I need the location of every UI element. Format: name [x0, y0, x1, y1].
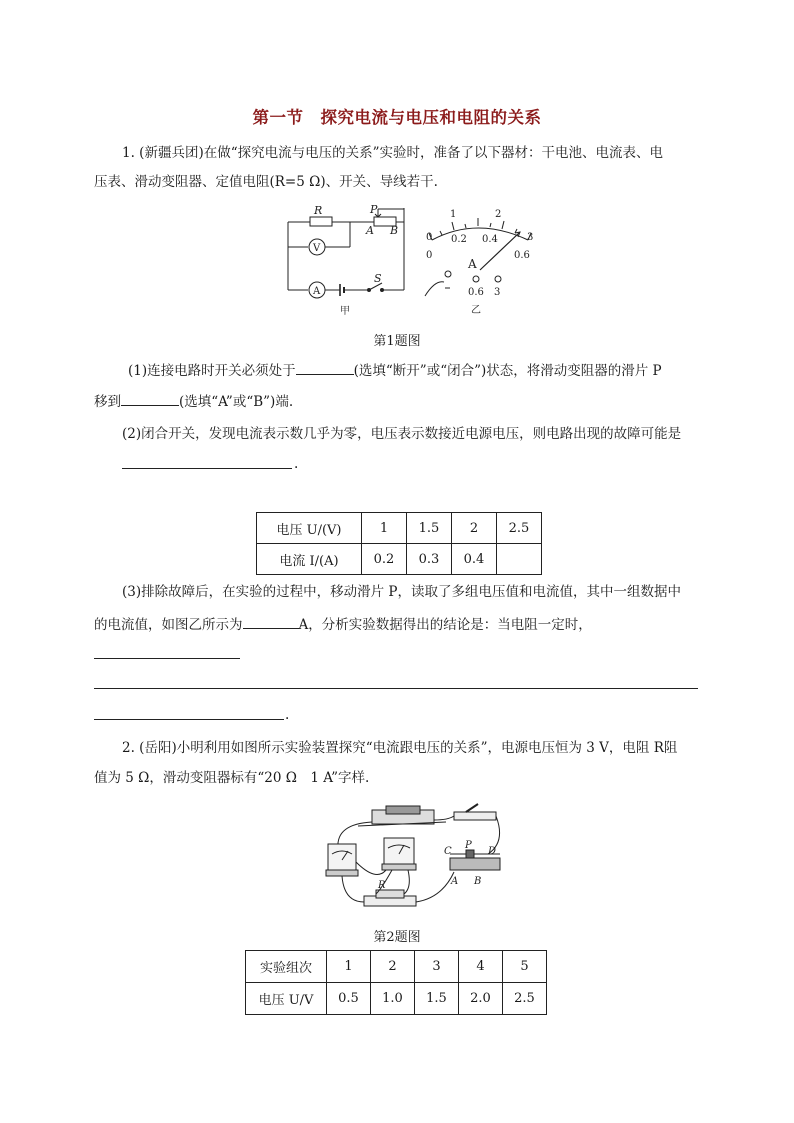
label-v: V: [313, 243, 321, 254]
apparatus-label-r: R: [378, 880, 386, 891]
q1-part3-text-c: A，分析实验数据得出的结论是：当电阻一定时，: [298, 617, 592, 633]
q1-part3-blank-current[interactable]: [243, 614, 299, 629]
dial-bottom-06: 0.6: [514, 250, 530, 261]
table-cell: 4: [459, 951, 503, 983]
q1-figure: [280, 200, 550, 322]
dial-bottom-0: 0: [426, 250, 433, 261]
meter-middle: [384, 838, 414, 864]
table-cell: 电压 U/V: [246, 983, 327, 1015]
label-b: B: [390, 224, 399, 237]
q2-data-table: [245, 950, 547, 1015]
table-cell: 2.0: [459, 983, 503, 1015]
q1-part2-line1: (2)闭合开关，发现电流表示数几乎为零，电压表示数接近电源电压，则电路出现的故障可能是: [122, 426, 682, 442]
terminal-06: 0.6: [468, 287, 484, 298]
q1-part1-line1: [128, 360, 662, 381]
table-cell: 1.5: [415, 983, 459, 1015]
table-cell: 1: [327, 951, 371, 983]
terminal-3: 3: [494, 287, 501, 298]
q1-part1-blank1[interactable]: [296, 360, 354, 375]
table-cell: 0.5: [327, 983, 371, 1015]
label-yi: 乙: [471, 305, 481, 316]
apparatus-label-a: A: [451, 876, 459, 887]
q1-part1-text-a: (1)连接电路时开关必须处于: [128, 363, 296, 379]
dial-top-2: 2: [495, 209, 502, 220]
q1-data-table: [256, 512, 542, 575]
table-cell: 0.2: [362, 544, 407, 575]
apparatus-label-p: P: [465, 840, 472, 851]
table-cell: 2: [371, 951, 415, 983]
label-jia: 甲: [340, 306, 350, 317]
rheostat: [450, 858, 500, 870]
q1-part1-line2: [94, 391, 293, 412]
table-cell: 1.5: [407, 513, 452, 544]
meter-left: [328, 844, 356, 870]
table-row: [246, 983, 547, 1015]
table-cell: 1: [362, 513, 407, 544]
table-cell: 电流 I/(A): [257, 544, 362, 575]
q1-part2-answer-blank[interactable]: [122, 468, 292, 469]
apparatus-label-d: D: [488, 846, 497, 857]
q1-part1-text-d: (选填“A”或“B”)端.: [179, 394, 294, 410]
table-row: [257, 513, 542, 544]
q1-part1-blank2[interactable]: [121, 391, 179, 406]
table-cell: 2.5: [503, 983, 547, 1015]
table-row: [257, 544, 542, 575]
table-cell: 2.5: [497, 513, 542, 544]
table-cell: 5: [503, 951, 547, 983]
dial-bottom-04: 0.4: [482, 234, 498, 245]
label-p: P: [370, 203, 378, 216]
q1-part3-end: .: [285, 707, 290, 723]
q1-part2-end: .: [294, 456, 299, 472]
switch-base: [454, 812, 496, 820]
table-cell: 电压 U/(V): [257, 513, 362, 544]
resistor-r-symbol: [310, 217, 332, 226]
q1-part3-answer-line3[interactable]: [94, 719, 284, 720]
q1-part3-answer-line2[interactable]: [94, 688, 698, 689]
table-cell: 实验组次: [246, 951, 327, 983]
q2-stem-line2: 值为 5 Ω，滑动变阻器标有“20 Ω 1 A”字样.: [94, 770, 370, 786]
q1-part1-text-c: 移到: [94, 394, 121, 410]
q2-figure-caption: 第2题图: [373, 930, 421, 945]
q1-part3-answer-line1[interactable]: [94, 658, 240, 659]
dial-unit: A: [468, 257, 477, 271]
label-a: A: [366, 224, 374, 237]
dial-top-0: 0: [426, 232, 433, 243]
q1-part3-line2: [94, 614, 592, 635]
label-ammeter: A: [313, 286, 321, 297]
q2-apparatus-figure: [316, 802, 506, 914]
table-cell: 2: [452, 513, 497, 544]
dial-top-3: 3: [527, 232, 534, 243]
apparatus-label-c: C: [444, 846, 452, 857]
label-s: S: [374, 272, 382, 285]
circuit-diagram-jia: [288, 208, 404, 298]
q1-stem-line1: 1. (新疆兵团)在做“探究电流与电压的关系”实验时，准备了以下器材：干电池、电流表、电: [122, 145, 664, 161]
q1-part1-text-b: (选填“断开”或“闭合”)状态，将滑动变阻器的滑片 P: [353, 363, 662, 379]
dial-top-1: 1: [450, 209, 457, 220]
q1-figure-caption: 第1题图: [373, 334, 421, 349]
dial-bottom-02: 0.2: [451, 234, 467, 245]
q2-stem-line1: 2. (岳阳)小明利用如图所示实验装置探究“电流跟电压的关系”，电源电压恒为 3 V，电阻 R阻: [122, 740, 678, 756]
label-r: R: [314, 204, 323, 217]
table-cell: [497, 544, 542, 575]
table-cell: 1.0: [371, 983, 415, 1015]
q1-part3-line1: (3)排除故障后，在实验的过程中，移动滑片 P，读取了多组电压值和电流值，其中一组数据中: [122, 584, 681, 600]
q1-stem-line2: 压表、滑动变阻器、定值电阻(R=5 Ω)、开关、导线若干.: [94, 174, 438, 190]
table-row: [246, 951, 547, 983]
table-cell: 0.3: [407, 544, 452, 575]
q1-part3-text-b: 的电流值，如图乙所示为: [94, 617, 243, 633]
table-cell: 3: [415, 951, 459, 983]
table-cell: 0.4: [452, 544, 497, 575]
apparatus-label-b: B: [474, 876, 482, 887]
page-title: 第一节 探究电流与电压和电阻的关系: [252, 108, 542, 127]
